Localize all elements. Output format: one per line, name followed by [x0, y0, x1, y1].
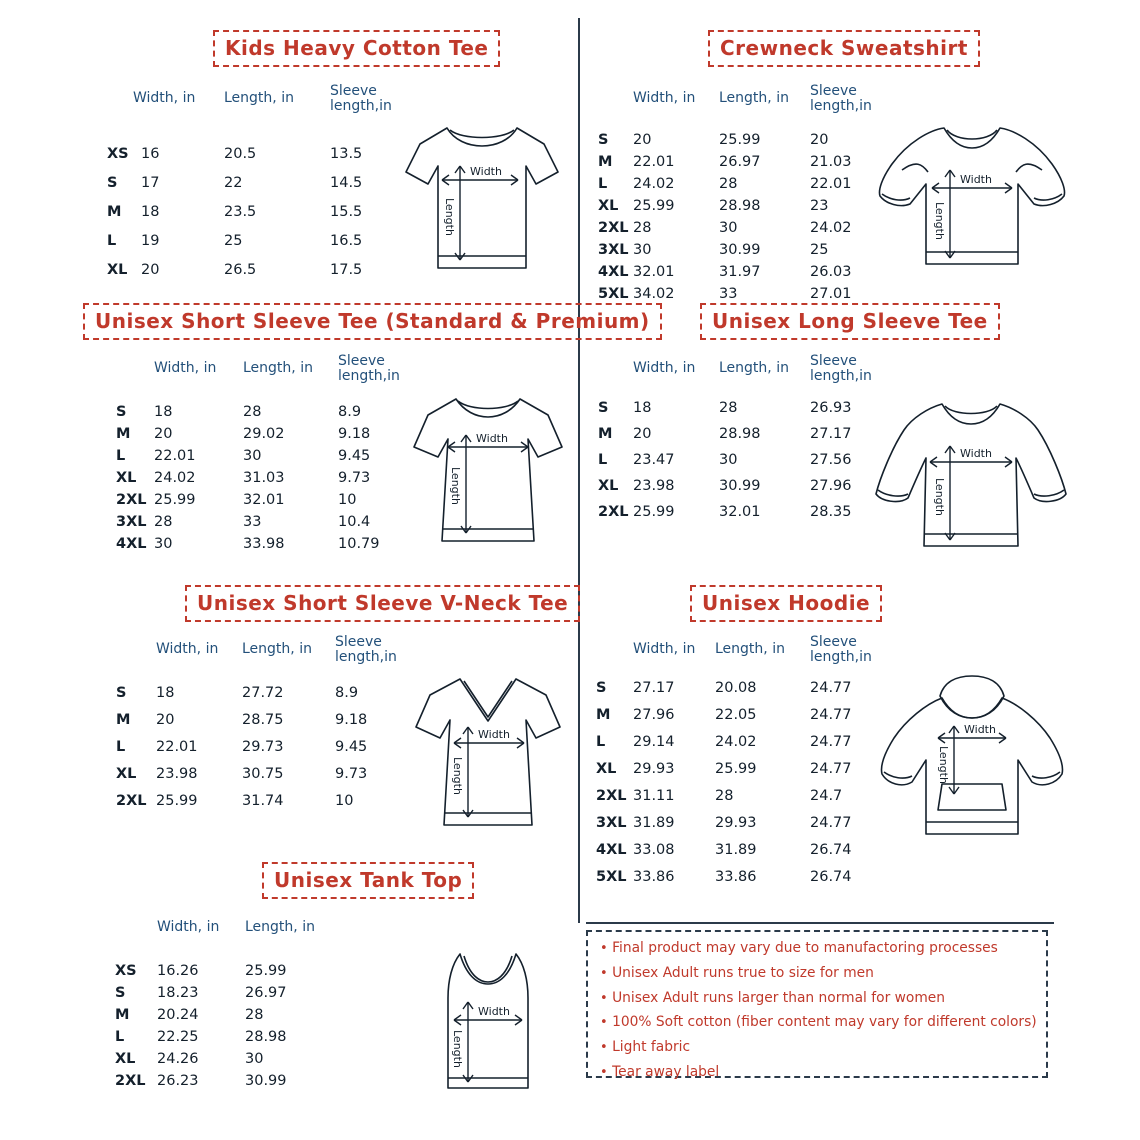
cell-sleeve: 9.18 — [338, 426, 371, 442]
note-text: Unisex Adult runs true to size for men — [612, 964, 874, 981]
cell-length: 30 — [719, 220, 738, 236]
cell-sleeve: 27.56 — [810, 452, 852, 468]
cell-sleeve: 9.73 — [338, 470, 371, 486]
size-label: S — [107, 175, 118, 191]
cell-length: 30.99 — [245, 1073, 287, 1089]
cell-width: 30 — [633, 242, 652, 258]
cell-length: 23.5 — [224, 204, 257, 220]
cell-sleeve: 10 — [338, 492, 357, 508]
cell-length: 31.89 — [715, 842, 757, 858]
size-label: XL — [116, 470, 137, 486]
cell-sleeve: 20 — [810, 132, 829, 148]
cell-width: 25.99 — [633, 504, 675, 520]
width-label: Width — [476, 432, 508, 445]
cell-length: 32.01 — [719, 504, 761, 520]
size-label: XL — [107, 262, 128, 278]
cell-width: 24.02 — [633, 176, 675, 192]
note-text: Tear away label — [612, 1063, 720, 1080]
cell-length: 27.72 — [242, 685, 284, 701]
bullet-icon: • — [600, 941, 608, 956]
cell-length: 30.75 — [242, 766, 284, 782]
cell-width: 28 — [154, 514, 173, 530]
size-label: 5XL — [596, 869, 627, 885]
cell-length: 33.98 — [243, 536, 285, 552]
cell-width: 27.17 — [633, 680, 675, 696]
size-label: S — [598, 132, 609, 148]
column-header-length: Length, in — [719, 360, 789, 376]
cell-length: 33 — [243, 514, 262, 530]
size-label: S — [116, 404, 127, 420]
cell-sleeve: 9.18 — [335, 712, 368, 728]
size-label: L — [598, 176, 608, 192]
cell-sleeve: 16.5 — [330, 233, 363, 249]
cell-length: 29.93 — [715, 815, 757, 831]
cell-length: 30.99 — [719, 478, 761, 494]
cell-length: 28 — [715, 788, 734, 804]
length-label: Length — [451, 1030, 464, 1068]
cell-width: 34.02 — [633, 286, 675, 302]
size-label: 5XL — [598, 286, 629, 302]
length-label: Length — [933, 478, 946, 516]
cell-length: 30.99 — [719, 242, 761, 258]
cell-width: 18 — [633, 400, 652, 416]
cell-sleeve: 25 — [810, 242, 829, 258]
size-label: 2XL — [598, 220, 629, 236]
cell-sleeve: 26.74 — [810, 842, 852, 858]
tank-top-illustration — [408, 940, 568, 1100]
cell-sleeve: 24.77 — [810, 707, 852, 723]
cell-sleeve: 24.77 — [810, 680, 852, 696]
length-label: Length — [443, 198, 456, 236]
column-header-sleeve: Sleeve length,in — [810, 353, 872, 384]
column-header-width: Width, in — [133, 90, 196, 106]
bullet-icon: • — [600, 1064, 608, 1080]
cell-width: 29.14 — [633, 734, 675, 750]
kids-tee-illustration — [392, 110, 572, 290]
column-divider — [578, 18, 580, 923]
length-label: Length — [449, 467, 462, 505]
cell-sleeve: 27.17 — [810, 426, 852, 442]
size-label: L — [116, 448, 126, 464]
size-label: M — [598, 426, 613, 442]
size-label: M — [107, 204, 122, 220]
size-label: S — [598, 400, 609, 416]
column-header-width: Width, in — [633, 360, 696, 376]
size-label: M — [116, 712, 131, 728]
cell-length: 30 — [243, 448, 262, 464]
cell-width: 23.98 — [156, 766, 198, 782]
length-label: Length — [451, 757, 464, 795]
size-label: S — [116, 685, 127, 701]
cell-width: 20.24 — [157, 1007, 199, 1023]
cell-length: 29.02 — [243, 426, 285, 442]
column-header-sleeve: Sleeve length,in — [335, 634, 397, 665]
width-label: Width — [964, 723, 996, 736]
column-header-width: Width, in — [633, 641, 696, 657]
size-label: 4XL — [116, 536, 147, 552]
cell-width: 16.26 — [157, 963, 199, 979]
cell-length: 30 — [245, 1051, 264, 1067]
cell-length: 28 — [245, 1007, 264, 1023]
column-header-width: Width, in — [157, 919, 220, 935]
cell-width: 23.47 — [633, 452, 675, 468]
cell-width: 27.96 — [633, 707, 675, 723]
cell-sleeve: 21.03 — [810, 154, 852, 170]
cell-sleeve: 9.73 — [335, 766, 368, 782]
cell-sleeve: 27.96 — [810, 478, 852, 494]
notes-box — [586, 930, 1048, 1078]
note-item — [600, 1014, 1037, 1031]
cell-sleeve: 9.45 — [338, 448, 371, 464]
cell-width: 31.89 — [633, 815, 675, 831]
column-header-length: Length, in — [719, 90, 789, 106]
cell-length: 25.99 — [715, 761, 757, 777]
cell-width: 18.23 — [157, 985, 199, 1001]
section-title: Kids Heavy Cotton Tee — [213, 30, 500, 67]
cell-sleeve: 10.4 — [338, 514, 371, 530]
cell-sleeve: 26.93 — [810, 400, 852, 416]
cell-length: 31.97 — [719, 264, 761, 280]
size-label: 3XL — [598, 242, 629, 258]
cell-width: 26.23 — [157, 1073, 199, 1089]
cell-width: 29.93 — [633, 761, 675, 777]
size-label: M — [116, 426, 131, 442]
cell-length: 25.99 — [719, 132, 761, 148]
cell-width: 17 — [141, 175, 160, 191]
cell-width: 30 — [154, 536, 173, 552]
cell-sleeve: 10 — [335, 793, 354, 809]
cell-width: 18 — [141, 204, 160, 220]
width-label: Width — [960, 173, 992, 186]
size-label: XS — [115, 963, 137, 979]
notes-divider — [586, 922, 1054, 924]
cell-length: 20.08 — [715, 680, 757, 696]
bullet-icon: • — [600, 1040, 608, 1056]
size-label: XL — [598, 478, 619, 494]
size-label: S — [596, 680, 607, 696]
size-label: L — [115, 1029, 125, 1045]
cell-sleeve: 26.03 — [810, 264, 852, 280]
size-label: S — [115, 985, 126, 1001]
cell-length: 22 — [224, 175, 243, 191]
cell-length: 31.74 — [242, 793, 284, 809]
cell-sleeve: 28.35 — [810, 504, 852, 520]
cell-sleeve: 26.74 — [810, 869, 852, 885]
width-label: Width — [470, 165, 502, 178]
size-label: L — [116, 739, 126, 755]
size-label: 2XL — [115, 1073, 146, 1089]
cell-width: 25.99 — [156, 793, 198, 809]
cell-sleeve: 27.01 — [810, 286, 852, 302]
size-label: XL — [116, 766, 137, 782]
cell-width: 32.01 — [633, 264, 675, 280]
cell-sleeve: 24.77 — [810, 815, 852, 831]
section-title: Crewneck Sweatshirt — [708, 30, 980, 67]
size-label: M — [596, 707, 611, 723]
note-text: 100% Soft cotton (fiber content may vary for different colors) — [612, 1014, 1037, 1031]
bullet-icon: • — [600, 1015, 608, 1031]
cell-width: 25.99 — [633, 198, 675, 214]
size-label: XL — [598, 198, 619, 214]
cell-length: 28.98 — [245, 1029, 287, 1045]
cell-length: 26.97 — [719, 154, 761, 170]
column-header-sleeve: Sleeve length,in — [338, 353, 400, 384]
note-text: Light fabric — [612, 1039, 691, 1056]
cell-width: 20 — [141, 262, 160, 278]
cell-length: 33.86 — [715, 869, 757, 885]
cell-width: 22.01 — [156, 739, 198, 755]
cell-width: 28 — [633, 220, 652, 236]
cell-length: 25 — [224, 233, 243, 249]
cell-length: 28.75 — [242, 712, 284, 728]
size-label: L — [596, 734, 606, 750]
cell-length: 28 — [719, 176, 738, 192]
cell-sleeve: 14.5 — [330, 175, 363, 191]
cell-sleeve: 22.01 — [810, 176, 852, 192]
cell-sleeve: 13.5 — [330, 146, 363, 162]
width-label: Width — [478, 728, 510, 741]
width-label: Width — [478, 1005, 510, 1018]
column-header-length: Length, in — [243, 360, 313, 376]
cell-length: 29.73 — [242, 739, 284, 755]
cell-length: 20.5 — [224, 146, 257, 162]
size-label: 4XL — [596, 842, 627, 858]
size-label: 3XL — [116, 514, 147, 530]
cell-width: 22.01 — [154, 448, 196, 464]
cell-sleeve: 8.9 — [338, 404, 362, 420]
cell-width: 20 — [156, 712, 175, 728]
cell-length: 26.97 — [245, 985, 287, 1001]
cell-sleeve: 23 — [810, 198, 829, 214]
note-item — [600, 989, 1034, 1006]
section-title: Unisex Tank Top — [262, 862, 474, 899]
column-header-width: Width, in — [633, 90, 696, 106]
cell-sleeve: 8.9 — [335, 685, 359, 701]
column-header-length: Length, in — [224, 90, 294, 106]
cell-length: 28 — [243, 404, 262, 420]
cell-length: 24.02 — [715, 734, 757, 750]
size-label: 4XL — [598, 264, 629, 280]
cell-width: 22.01 — [633, 154, 675, 170]
cell-width: 22.25 — [157, 1029, 199, 1045]
hoodie-illustration — [872, 668, 1072, 853]
column-header-width: Width, in — [156, 641, 219, 657]
column-header-sleeve: Sleeve length,in — [810, 634, 872, 665]
cell-width: 20 — [154, 426, 173, 442]
cell-width: 31.11 — [633, 788, 675, 804]
note-item — [600, 1063, 1034, 1080]
length-label: Length — [937, 746, 950, 784]
column-header-sleeve: Sleeve length,in — [330, 83, 392, 114]
cell-width: 20 — [633, 132, 652, 148]
crewneck-sweatshirt-illustration — [872, 112, 1072, 287]
cell-sleeve: 24.77 — [810, 734, 852, 750]
size-label: XS — [107, 146, 129, 162]
size-label: 2XL — [596, 788, 627, 804]
size-label: XL — [115, 1051, 136, 1067]
column-header-width: Width, in — [154, 360, 217, 376]
bullet-icon: • — [600, 990, 608, 1006]
note-item — [600, 1041, 1034, 1055]
cell-length: 30 — [719, 452, 738, 468]
cell-width: 24.26 — [157, 1051, 199, 1067]
cell-width: 23.98 — [633, 478, 675, 494]
size-label: 2XL — [116, 492, 147, 508]
note-item — [600, 942, 1034, 956]
cell-width: 33.08 — [633, 842, 675, 858]
size-label: L — [107, 233, 117, 249]
cell-width: 18 — [156, 685, 175, 701]
size-label: 2XL — [598, 504, 629, 520]
cell-length: 33 — [719, 286, 738, 302]
note-text: Final product may vary due to manufactoring processes — [612, 940, 998, 956]
width-label: Width — [960, 447, 992, 460]
cell-length: 28 — [719, 400, 738, 416]
cell-sleeve: 15.5 — [330, 204, 363, 220]
column-header-length: Length, in — [245, 919, 315, 935]
section-title: Unisex Short Sleeve Tee (Standard & Premium) — [83, 303, 662, 340]
size-label: 3XL — [596, 815, 627, 831]
cell-length: 28.98 — [719, 426, 761, 442]
size-label: L — [598, 452, 608, 468]
cell-sleeve: 24.02 — [810, 220, 852, 236]
cell-length: 31.03 — [243, 470, 285, 486]
cell-sleeve: 24.77 — [810, 761, 852, 777]
cell-width: 25.99 — [154, 492, 196, 508]
column-header-length: Length, in — [242, 641, 312, 657]
column-header-length: Length, in — [715, 641, 785, 657]
cell-width: 24.02 — [154, 470, 196, 486]
cell-width: 18 — [154, 404, 173, 420]
cell-width: 20 — [633, 426, 652, 442]
bullet-icon: • — [600, 965, 608, 981]
note-text: Unisex Adult runs larger than normal for women — [612, 989, 946, 1006]
v-neck-tee-illustration — [398, 665, 578, 845]
long-sleeve-tee-illustration — [866, 390, 1076, 565]
cell-length: 28.98 — [719, 198, 761, 214]
unisex-tee-illustration — [398, 385, 578, 560]
cell-length: 25.99 — [245, 963, 287, 979]
cell-sleeve: 24.7 — [810, 788, 843, 804]
cell-width: 33.86 — [633, 869, 675, 885]
size-label: M — [598, 154, 613, 170]
cell-sleeve: 17.5 — [330, 262, 363, 278]
column-header-sleeve: Sleeve length,in — [810, 83, 872, 114]
cell-sleeve: 10.79 — [338, 536, 380, 552]
size-label: 2XL — [116, 793, 147, 809]
cell-sleeve: 9.45 — [335, 739, 368, 755]
note-item — [600, 964, 1034, 981]
section-title: Unisex Long Sleeve Tee — [700, 303, 1000, 340]
cell-length: 32.01 — [243, 492, 285, 508]
size-label: M — [115, 1007, 130, 1023]
cell-length: 22.05 — [715, 707, 757, 723]
cell-length: 26.5 — [224, 262, 257, 278]
cell-width: 19 — [141, 233, 160, 249]
cell-width: 16 — [141, 146, 160, 162]
size-label: XL — [596, 761, 617, 777]
length-label: Length — [933, 202, 946, 240]
section-title: Unisex Short Sleeve V-Neck Tee — [185, 585, 580, 622]
section-title: Unisex Hoodie — [690, 585, 882, 622]
